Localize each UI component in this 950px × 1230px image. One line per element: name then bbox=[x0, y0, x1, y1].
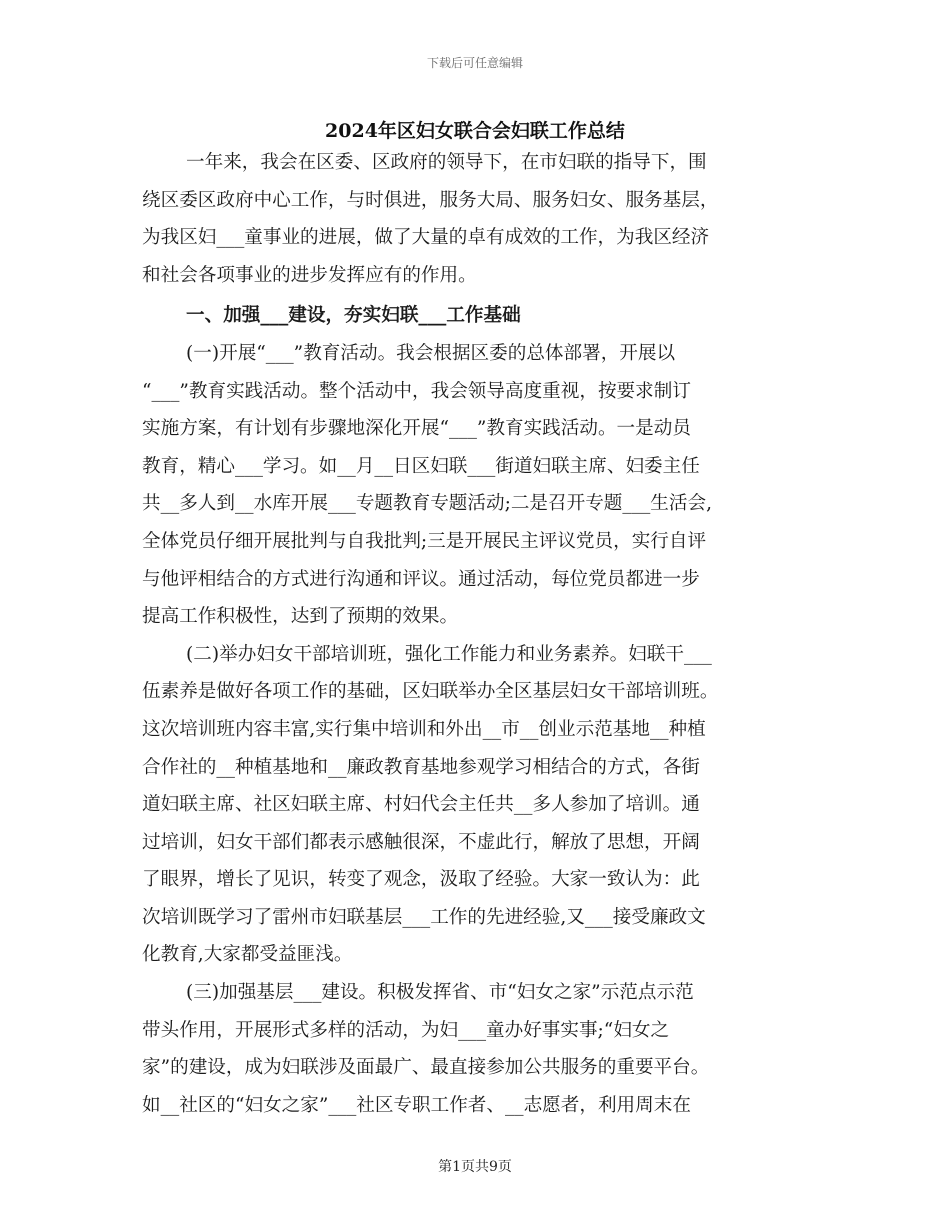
text-line: 与他评相结合的方式进行沟通和评议。通过活动，每位党员都进一步 bbox=[142, 568, 700, 590]
paragraph-intro bbox=[142, 144, 808, 294]
text-line: 化教育,大家都受益匪浅。 bbox=[142, 944, 353, 966]
text-line: 了眼界，增长了见识，转变了观念，汲取了经验。大家一致认为：此 bbox=[142, 869, 700, 891]
text-line: 如__社区的“妇女之家”___社区专职工作者、__志愿者，利用周末在 bbox=[142, 1094, 691, 1116]
text-line: 伍素养是做好各项工作的基础，区妇联举办全区基层妇女干部培训班。 bbox=[142, 681, 719, 703]
text-line: 过培训，妇女干部们都表示感触很深，不虚此行，解放了思想，开阔 bbox=[142, 831, 700, 853]
paragraph-item-1 bbox=[142, 335, 808, 636]
text-line: 绕区委区政府中心工作，与时俱进，服务大局、服务妇女、服务基层， bbox=[142, 189, 719, 211]
text-line: 全体党员仔细开展批判与自我批判;三是开展民主评议党员，实行自评 bbox=[142, 530, 707, 552]
text-line: 实施方案，有计划有步骤地深化开展“___”教育实践活动。一是动员 bbox=[142, 418, 691, 440]
text-line: 共__多人到__水库开展___专题教育专题活动;二是召开专题___生活会, bbox=[142, 493, 712, 515]
text-line: 一、加强___建设，夯实妇联___工作基础 bbox=[186, 305, 521, 327]
document-body bbox=[142, 144, 808, 1124]
section-heading bbox=[142, 297, 808, 335]
text-line: 道妇联主席、社区妇联主席、村妇代会主任共__多人参加了培训。通 bbox=[142, 794, 700, 816]
text-line: 次培训既学习了雷州市妇联基层___工作的先进经验,又___接受廉政文 bbox=[142, 906, 706, 928]
text-line: 教育，精心___学习。如__月__日区妇联___街道妇联主席、妇委主任 bbox=[142, 455, 700, 477]
paragraph-item-2 bbox=[142, 636, 808, 974]
text-line: 带头作用，开展形式多样的活动，为妇___童办好事实事;“妇女之 bbox=[142, 1019, 670, 1041]
paragraph-item-3 bbox=[142, 974, 808, 1124]
page-number: 第1页共9页 bbox=[438, 1159, 512, 1175]
document-title: 2024年区妇女联合会妇联工作总结 bbox=[325, 120, 625, 142]
text-line: “___”教育实践活动。整个活动中，我会领导高度重视，按要求制订 bbox=[142, 380, 691, 402]
text-line: (一)开展“___”教育活动。我会根据区委的总体部署，开展以 bbox=[186, 342, 676, 364]
text-line: 提高工作积极性，达到了预期的效果。 bbox=[142, 606, 459, 628]
text-line: (二)举办妇女干部培训班，强化工作能力和业务素养。妇联干___ bbox=[186, 643, 712, 665]
text-line: (三)加强基层___建设。积极发挥省、市“妇女之家”示范点示范 bbox=[186, 982, 694, 1004]
text-line: 家”的建设，成为妇联涉及面最广、最直接参加公共服务的重要平台。 bbox=[142, 1057, 710, 1079]
text-line: 一年来，我会在区委、区政府的领导下，在市妇联的指导下，围 bbox=[186, 152, 707, 173]
text-line: 这次培训班内容丰富,实行集中培训和外出__市__创业示范基地__种植 bbox=[142, 718, 706, 740]
text-line: 为我区妇___童事业的进展，做了大量的卓有成效的工作，为我区经济 bbox=[142, 227, 710, 249]
page-header-note: 下载后可任意编辑 bbox=[426, 56, 523, 70]
text-line: 和社会各项事业的进步发挥应有的作用。 bbox=[142, 264, 477, 286]
text-line: 合作社的__种植基地和__廉政教育基地参观学习相结合的方式，各街 bbox=[142, 756, 700, 778]
